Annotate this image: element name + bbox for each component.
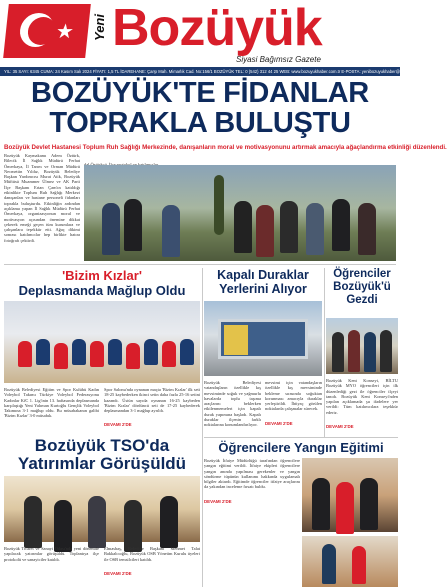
yangin-training-photo-2 xyxy=(302,536,398,587)
yangin-continued-link[interactable]: DEVAMI 2'DE xyxy=(204,498,232,504)
gezdi-body: Bozüyük Kent Konseyi, BİLTU Bozüyük MYO öğrencileri için ilk düzenlediği gezi ile öğrenciler ilçeyi tanıdı. Bozüyük Kent Konseyi'nden yapılan açıklamada şu ifadelere yer verildi: Tüm katılımcılara teşekkür ederiz. DEVAMI 2'DE xyxy=(326,378,398,430)
gezdi-students-photo xyxy=(326,318,398,374)
gezdi-headline-line3: Gezdi xyxy=(346,294,378,306)
tso-headline xyxy=(4,437,200,473)
masthead xyxy=(0,0,400,66)
tso-body-right: Elmasbaş, Belediye Başkanı Mehmet Talat Bakkalcıoğlu, Bozüyük OSB Yönetim Kurulu üyeleri ile OSB temsilcileri katıldı. DEVAMI 2'DE xyxy=(104,546,200,576)
turkish-flag-logo xyxy=(3,4,91,58)
durak-bus-stop-photo xyxy=(204,301,322,376)
kizlar-body-left: Bozüyük Belediyesi Eğitim ve Spor Kulübü Kadın Voleybol Takımı Türkiye Voleybol Federasyonu Kadınlar KfC 1. Lig'inin 13. haftasında deplasmanda karşılaştığı Yeni Yalıman Kurtoğlu Gençlik Voleybol Takımına 3-1 mağlup oldu. Bu müsabakanın galibi 'Bizim Kızlar' 3-0 müsabık. xyxy=(4,387,99,419)
lead-headline xyxy=(0,78,400,138)
lead-body: Bozüyük Kaymakamı Adem Öztürk, Bilecik İl Sağlık Müdürü Ferhat Ömerkaya, İl Tarım ve Orman Müdürü Necmettin Yıldız, Bozüyük Belediye Başkan Yardımcısı Murat Atik, Bozüyük Müftüsü Muammer Ülmez ve AK Parti İlçe Başkanı Ertan Çam'ın katıldığı etkinlikte Toplum Ruh Sağlığı Merkezi danışanları ve hastane personeli fidanları toprakla buluşturdu. Etkinliğin ardından açıklama yapan İl Sağlık Müdürü Ferhat Ömerkaya, organizasyonun moral ve motivasyon açısından önemine dikkat çekerek emeği geçen tüm kurumlara ve çalışanlara teşekkür etti. Ağaç dikimi sonrası katılımcılar hep birlikte hatıra fotoğrafı çektirdi. xyxy=(4,153,80,243)
yangin-body: Bozüyük İtfaiye Müdürlüğü tarafından öğrencilere yangın eğitimi verildi. İtfaiye ekipleri öğrencilere yangın anında yapılması gerekenler ve yangın söndürme tüpünün kullanımı hakkında uygulamalı bilgiler aktardı. Eğitimde öğrenciler itfaiye araçlarını da yakından inceleme fırsatı buldu. DEVAMI 2'DE xyxy=(204,458,300,504)
star-icon: ★ xyxy=(54,19,76,43)
durak-headline xyxy=(204,268,322,296)
tso-meeting-photo xyxy=(4,476,200,542)
column-divider xyxy=(202,268,203,587)
kizlar-headline-line2: Deplasmanda Mağlup Oldu xyxy=(18,283,186,298)
masthead-subtitle: Siyasi Bağımsız Gazete xyxy=(236,55,321,64)
lead-headline-line1: BOZÜYÜK'TE FİDANLAR xyxy=(31,77,369,109)
section-divider xyxy=(4,264,396,265)
masthead-info-bar: YIL: 35 SAYI: 6345 CUMA: 24 Kasım Salı 2024 FİYATI: 1,5 TL İDAREHANE: Çarşı Mah. Mimarlık Cad. No:156/1 BOZÜYÜK TEL: 0 (542) 312 44 25 WEB: www.bozuyukhaber.com.tr E-POSTA: yenibozuyukhaber@gmail.com xyxy=(0,67,400,76)
lead-headline-line2: TOPRAKLA BULUŞTU xyxy=(49,107,351,139)
column-divider-2 xyxy=(324,268,325,438)
durak-headline-line2: Yerlerini Alıyor xyxy=(219,282,307,296)
lead-subheadline: Bozüyük Devlet Hastanesi Toplum Ruh Sağlığı Merkezinde, danışanların moral ve motivasyonunu artırmak amacıyla ağaçlandırma etkinliği düzenlendi. xyxy=(4,144,447,151)
lead-body-column-2 xyxy=(84,153,162,165)
tso-headline-line1: Bozüyük TSO'da xyxy=(34,436,170,455)
kizlar-continued-link[interactable]: DEVAMI 2'DE xyxy=(104,422,132,428)
durak-body-b: mevsimi için vatandaşların özellikle kış mevsiminde bekleme sırasında soğuktan korunması amacıyla duraklar yerleştirildi. İhtiyaç görülen noktalarda çalışmalar sürecek. DEVAMI 2'DE xyxy=(265,380,322,426)
kizlar-body-right: Spor Salonu'nda oynanan maçta 'Bizim Kızlar' ilk seti 18-25 kaybederken ikinci setin daha fazla 25-16 setini kazandı. Üstün sayıda oynanan 16-25 kaybeden 'Bizim Kızlar' dördüncü seti de 17-25 kaybederek deplasmandan 3-1 mağlup ayrıldı. DEVAMI 2'DE xyxy=(104,387,200,428)
lead-body-column xyxy=(4,153,80,249)
kizlar-headline xyxy=(4,268,200,298)
gezdi-continued-link[interactable]: DEVAMI 2'DE xyxy=(326,424,354,430)
yangin-headline: Öğrencilere Yangın Eğitimi xyxy=(218,440,384,455)
durak-body-a: Bozüyük Belediyesi vatandaşların özellikle kış mevsiminde soğuk ve yağmurlu havalarda toplu taşıma araçlarını beklerken etkilenmemeleri için kapalı durak yapımına başladı. Kapalı duraklar ilçenin farklı noktalarına konumlandırılıyor. xyxy=(204,380,261,428)
gezdi-headline-line2: Bozüyük'ü xyxy=(333,281,391,293)
durak-headline-line1: Kapalı Duraklar xyxy=(217,268,309,282)
masthead-title: Bozüyük xyxy=(112,0,322,57)
tso-body-left: Bozüyük Ticaret ve Sanayi Odası'nda yeni dönemde yapılacak yatırımlar görüşüldü. Toplantıya ilçe protokolü ve sanayiciler katıldı. xyxy=(4,546,99,562)
kizlar-team-photo xyxy=(4,301,200,383)
lead-photo-tree-planting xyxy=(84,165,396,261)
yangin-training-photo xyxy=(302,458,398,532)
tso-continued-link[interactable]: DEVAMI 2'DE xyxy=(104,570,132,576)
durak-continued-link[interactable]: DEVAMI 2'DE xyxy=(265,420,293,426)
section-divider-2 xyxy=(204,437,398,438)
gezdi-headline-line1: Öğrenciler xyxy=(333,268,391,280)
tso-headline-line2: Yatırımlar Görüşüldü xyxy=(17,454,187,473)
masthead-yeni: Yeni xyxy=(92,14,107,41)
kizlar-headline-line1: 'Bizim Kızlar' xyxy=(62,268,142,283)
gezdi-headline xyxy=(326,268,398,307)
